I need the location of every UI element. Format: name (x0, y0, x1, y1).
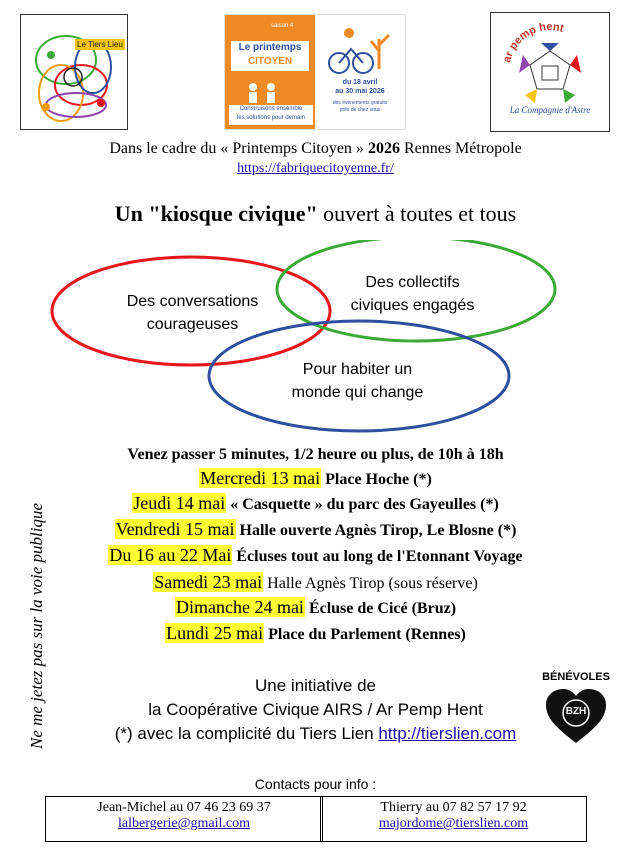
printemps-illustration (319, 19, 401, 77)
header-year: 2026 (367, 140, 400, 157)
event-date: Du 16 au 22 Mai (109, 545, 232, 565)
header-prefix: Dans le cadre du « Printemps Citoyen » (109, 140, 368, 157)
venn-blue-line-2: monde qui change (291, 384, 424, 401)
venn-label-blue (245, 358, 470, 404)
ar-pemp-hent-arc-text: ar pemp hent (500, 20, 566, 64)
printemps-title-box (231, 41, 309, 71)
printemps-tagline-box (229, 105, 313, 125)
venn-red-line-1: Des conversations (126, 293, 259, 310)
event-date: Jeudi 14 mai (133, 493, 226, 513)
event-row (0, 572, 631, 593)
event-place: Place Hoche (*) (321, 471, 432, 488)
printemps-citoyen-poster (224, 14, 406, 130)
initiative-line-3-prefix: (*) avec la complicité du Tiers Lien (114, 724, 379, 743)
event-row (0, 597, 631, 618)
printemps-saison: saison 4 (271, 23, 294, 29)
venn-label-green (300, 271, 525, 317)
ar-pemp-hent-logo (490, 12, 610, 132)
header-suffix: Rennes Métropole (399, 140, 522, 157)
initiative-line-2: la Coopérative Civique AIRS / Ar Pemp Hent (148, 700, 483, 719)
ar-pemp-hent-script: La Compagnie d'Astre (509, 105, 591, 115)
event-date: Mercredi 13 mai (200, 468, 321, 488)
printemps-title-1: Le printemps (238, 42, 302, 53)
contact-right-email-link[interactable]: majordome@tierslien.com (378, 816, 529, 831)
printemps-events-2: près de chez vous (339, 107, 381, 113)
event-date: Vendredi 15 mai (115, 519, 235, 539)
header-url-link[interactable]: https://fabriquecitoyenne.fr/ (237, 161, 394, 176)
event-place: Écluse de Cicé (Bruz) (304, 600, 457, 617)
venn-green-line-2: civiques engagés (350, 297, 475, 314)
contact-right-name: Thierry au 07 82 57 17 92 (380, 800, 527, 815)
tierslien-link[interactable]: http://tierslien.com (378, 724, 517, 743)
printemps-title-2: CITOYEN (247, 56, 293, 67)
event-place: Halle ouverte Agnès Tirop, Le Blosne (*) (235, 522, 517, 539)
printemps-tagline-2: les solutions pour demain (236, 115, 306, 121)
tiers-lieu-logo-graphic (21, 15, 127, 129)
tiers-lieu-label: Le Tiers Lieu (77, 40, 123, 49)
event-date: Lundi 25 mai (166, 623, 264, 643)
page-title (0, 201, 631, 227)
event-place: Écluses tout au long de l'Etonnant Voyage (232, 548, 523, 565)
benevoles-label: BÉNÉVOLES (542, 671, 610, 683)
printemps-people-icon (243, 81, 283, 103)
contact-left-name: Jean-Michel au 07 46 23 69 37 (97, 800, 271, 815)
event-place: Halle Agnès Tirop (sous réserve) (263, 575, 478, 592)
benevoles-badge (538, 671, 614, 747)
contacts-heading: Contacts pour info : (254, 776, 377, 792)
event-row (0, 545, 631, 566)
contact-right-email (321, 816, 586, 832)
header-line (0, 140, 631, 158)
event-row (0, 468, 631, 489)
contact-right (320, 796, 587, 842)
venn-blue-line-1: Pour habiter un (302, 361, 413, 378)
venn-diagram (0, 240, 631, 440)
contact-left-email-link[interactable]: lalbergerie@gmail.com (118, 816, 250, 831)
page-title-rest: ouvert à toutes et tous (317, 201, 517, 226)
event-row (0, 519, 631, 540)
printemps-dates-2: au 30 mai 2026 (335, 88, 385, 95)
schedule-intro: Venez passer 5 minutes, 1/2 heure ou plus, de 10h à 18h (127, 446, 504, 463)
initiative-block (0, 674, 631, 746)
venn-label-red (80, 290, 305, 336)
venn-green-line-1: Des collectifs (365, 274, 460, 291)
header-url-row (0, 161, 631, 177)
initiative-line-3 (0, 722, 631, 746)
printemps-dates-1: du 18 avril (342, 79, 378, 86)
event-date: Samedi 23 mai (154, 572, 263, 592)
initiative-line-1: Une initiative de (255, 676, 376, 695)
page-title-bold: Un "kiosque civique" (114, 201, 318, 226)
benevoles-bzh: BZH (565, 706, 587, 717)
event-place: Place du Parlement (Rennes) (264, 626, 466, 643)
contact-left-email (46, 816, 322, 832)
side-vertical-text: Ne me jetez pas sur la voie publique (27, 503, 46, 749)
venn-red-line-2: courageuses (146, 316, 239, 333)
event-row (0, 493, 631, 514)
event-row (0, 623, 631, 644)
tiers-lieu-logo (20, 14, 128, 130)
printemps-events-1: des évènements gratuits (332, 100, 388, 106)
contact-left (45, 796, 323, 842)
event-place: « Casquette » du parc des Gayeulles (*) (226, 496, 499, 513)
event-date: Dimanche 24 mai (175, 597, 304, 617)
printemps-tagline-1: Construisons ensemble (239, 106, 303, 112)
